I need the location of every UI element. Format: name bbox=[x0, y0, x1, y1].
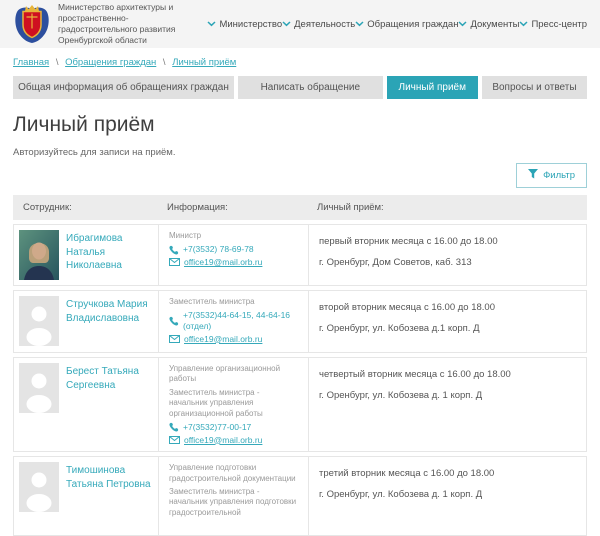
breadcrumb-separator: \ bbox=[162, 57, 166, 68]
person-silhouette-icon bbox=[19, 462, 59, 512]
info-cell bbox=[158, 291, 308, 352]
chevron-down-icon bbox=[207, 19, 216, 30]
email-line bbox=[169, 334, 298, 345]
nav-item-label: Пресс-центр bbox=[531, 18, 587, 30]
breadcrumb-separator: \ bbox=[55, 57, 59, 68]
nav-item-label: Министерство bbox=[219, 18, 283, 30]
reception-cell bbox=[308, 291, 586, 352]
email-line bbox=[169, 435, 298, 446]
chevron-down-icon bbox=[519, 19, 528, 30]
employee-photo bbox=[19, 230, 59, 280]
tab-questions-answers[interactable]: Вопросы и ответы bbox=[482, 76, 587, 99]
employee-cell bbox=[14, 291, 158, 352]
employee-name-link[interactable]: Ибрагимова Наталья Николаевна bbox=[66, 233, 123, 271]
tab-personal-reception[interactable]: Личный приём bbox=[387, 76, 478, 99]
chevron-down-icon bbox=[355, 19, 364, 30]
chevron-down-icon bbox=[282, 19, 291, 30]
ministry-name: Министерство архитектуры и пространственно-градостроительного развития Оренбургской области bbox=[58, 1, 176, 46]
breadcrumb-link-home[interactable]: Главная bbox=[13, 57, 50, 68]
page-title: Личный приём bbox=[13, 113, 155, 136]
breadcrumb-link-personal-reception[interactable]: Личный приём bbox=[172, 57, 237, 68]
table-row bbox=[13, 357, 587, 452]
phone-line bbox=[169, 244, 298, 255]
nav-item-ministry[interactable] bbox=[207, 19, 282, 30]
breadcrumb-link-appeals[interactable]: Обращения граждан bbox=[65, 57, 157, 68]
site-header bbox=[0, 0, 600, 48]
column-header-info: Информация: bbox=[167, 202, 228, 213]
tab-write-appeal[interactable]: Написать обращение bbox=[238, 76, 383, 99]
phone-number: +7(3532)77-00-17 bbox=[183, 421, 252, 432]
column-header-employee: Сотрудник: bbox=[23, 202, 72, 213]
reception-cell bbox=[308, 225, 586, 285]
email-link[interactable]: office19@mail.orb.ru bbox=[184, 333, 263, 344]
phone-line bbox=[169, 422, 298, 433]
nav-item-press[interactable] bbox=[519, 19, 587, 30]
phone-number: +7(3532) 78-69-78 bbox=[183, 244, 254, 255]
nav-item-label: Деятельность bbox=[294, 18, 356, 30]
reception-address: г. Оренбург, ул. Кобозева д.1 корп. Д bbox=[319, 323, 480, 334]
employee-position: Заместитель министра - начальник управления подготовки градостроительной bbox=[169, 486, 297, 517]
reception-address: г. Оренбург, ул. Кобозева д. 1 корп. Д bbox=[319, 390, 483, 401]
employee-name-link[interactable]: Берест Татьяна Сергеевна bbox=[66, 366, 139, 391]
nav-item-label: Обращения граждан bbox=[367, 18, 459, 30]
employee-position: Заместитель министра bbox=[169, 297, 255, 306]
filter-button-label: Фильтр bbox=[543, 170, 575, 181]
phone-icon bbox=[169, 245, 179, 255]
email-link[interactable]: office19@mail.orb.ru bbox=[184, 257, 263, 268]
employee-department: Управление организационной работы bbox=[169, 364, 281, 384]
filter-funnel-icon bbox=[528, 169, 538, 182]
info-cell bbox=[158, 225, 308, 285]
employees-table bbox=[13, 195, 587, 536]
reception-schedule: третий вторник месяца с 16.00 до 18.00 bbox=[319, 468, 495, 480]
employee-position: Заместитель министра - начальник управления организационной работы bbox=[169, 387, 263, 418]
orenburg-coat-of-arms-icon bbox=[13, 4, 51, 44]
filter-row bbox=[13, 163, 587, 188]
nav-item-documents[interactable] bbox=[458, 19, 519, 30]
envelope-icon bbox=[169, 258, 180, 266]
table-header-row bbox=[13, 195, 587, 220]
employee-department: Управление подготовки градостроительной документации bbox=[169, 463, 296, 483]
breadcrumb bbox=[13, 57, 587, 68]
reception-cell bbox=[308, 457, 586, 535]
email-link[interactable]: office19@mail.orb.ru bbox=[184, 434, 263, 445]
tab-general-info[interactable]: Общая информация об обращениях граждан bbox=[13, 76, 234, 99]
reception-schedule: второй вторник месяца с 16.00 до 18.00 bbox=[319, 302, 495, 313]
column-header-reception: Личный приём: bbox=[317, 202, 384, 213]
table-row bbox=[13, 456, 587, 536]
info-cell bbox=[158, 457, 308, 535]
employee-cell bbox=[14, 457, 158, 535]
reception-schedule: первый вторник месяца с 16.00 до 18.00 bbox=[319, 236, 498, 247]
table-row bbox=[13, 290, 587, 353]
nav-item-label: Документы bbox=[470, 18, 520, 30]
filter-button[interactable] bbox=[516, 163, 587, 188]
top-nav bbox=[207, 19, 587, 30]
person-silhouette-icon bbox=[19, 296, 59, 346]
employee-cell bbox=[14, 358, 158, 451]
nav-item-appeals[interactable] bbox=[355, 19, 458, 30]
info-cell bbox=[158, 358, 308, 451]
email-line bbox=[169, 257, 298, 268]
employee-position: Министр bbox=[169, 231, 202, 240]
envelope-icon bbox=[169, 436, 180, 444]
employee-name-link[interactable]: Стручкова Мария Владиславовна bbox=[66, 299, 148, 324]
chevron-down-icon bbox=[458, 19, 467, 30]
table-row bbox=[13, 224, 587, 286]
reception-address: г. Оренбург, ул. Кобозева д. 1 корп. Д bbox=[319, 489, 483, 501]
reception-schedule: четвертый вторник месяца с 16.00 до 18.00 bbox=[319, 369, 511, 380]
reception-address: г. Оренбург, Дом Советов, каб. 313 bbox=[319, 257, 472, 268]
phone-icon bbox=[169, 316, 179, 326]
reception-cell bbox=[308, 358, 586, 451]
phone-number: +7(3532)44-64-15, 44-64-16 (отдел) bbox=[183, 310, 291, 332]
tab-bar bbox=[13, 76, 587, 99]
nav-item-activity[interactable] bbox=[282, 19, 355, 30]
phone-line bbox=[169, 310, 298, 331]
employee-cell bbox=[14, 225, 158, 285]
envelope-icon bbox=[169, 335, 180, 343]
employee-name-link[interactable]: Тимошинова Татьяна Петровна bbox=[66, 465, 151, 490]
person-silhouette-icon bbox=[19, 363, 59, 413]
phone-icon bbox=[169, 422, 179, 432]
page-subtitle: Авторизуйтесь для записи на приём. bbox=[13, 147, 176, 158]
